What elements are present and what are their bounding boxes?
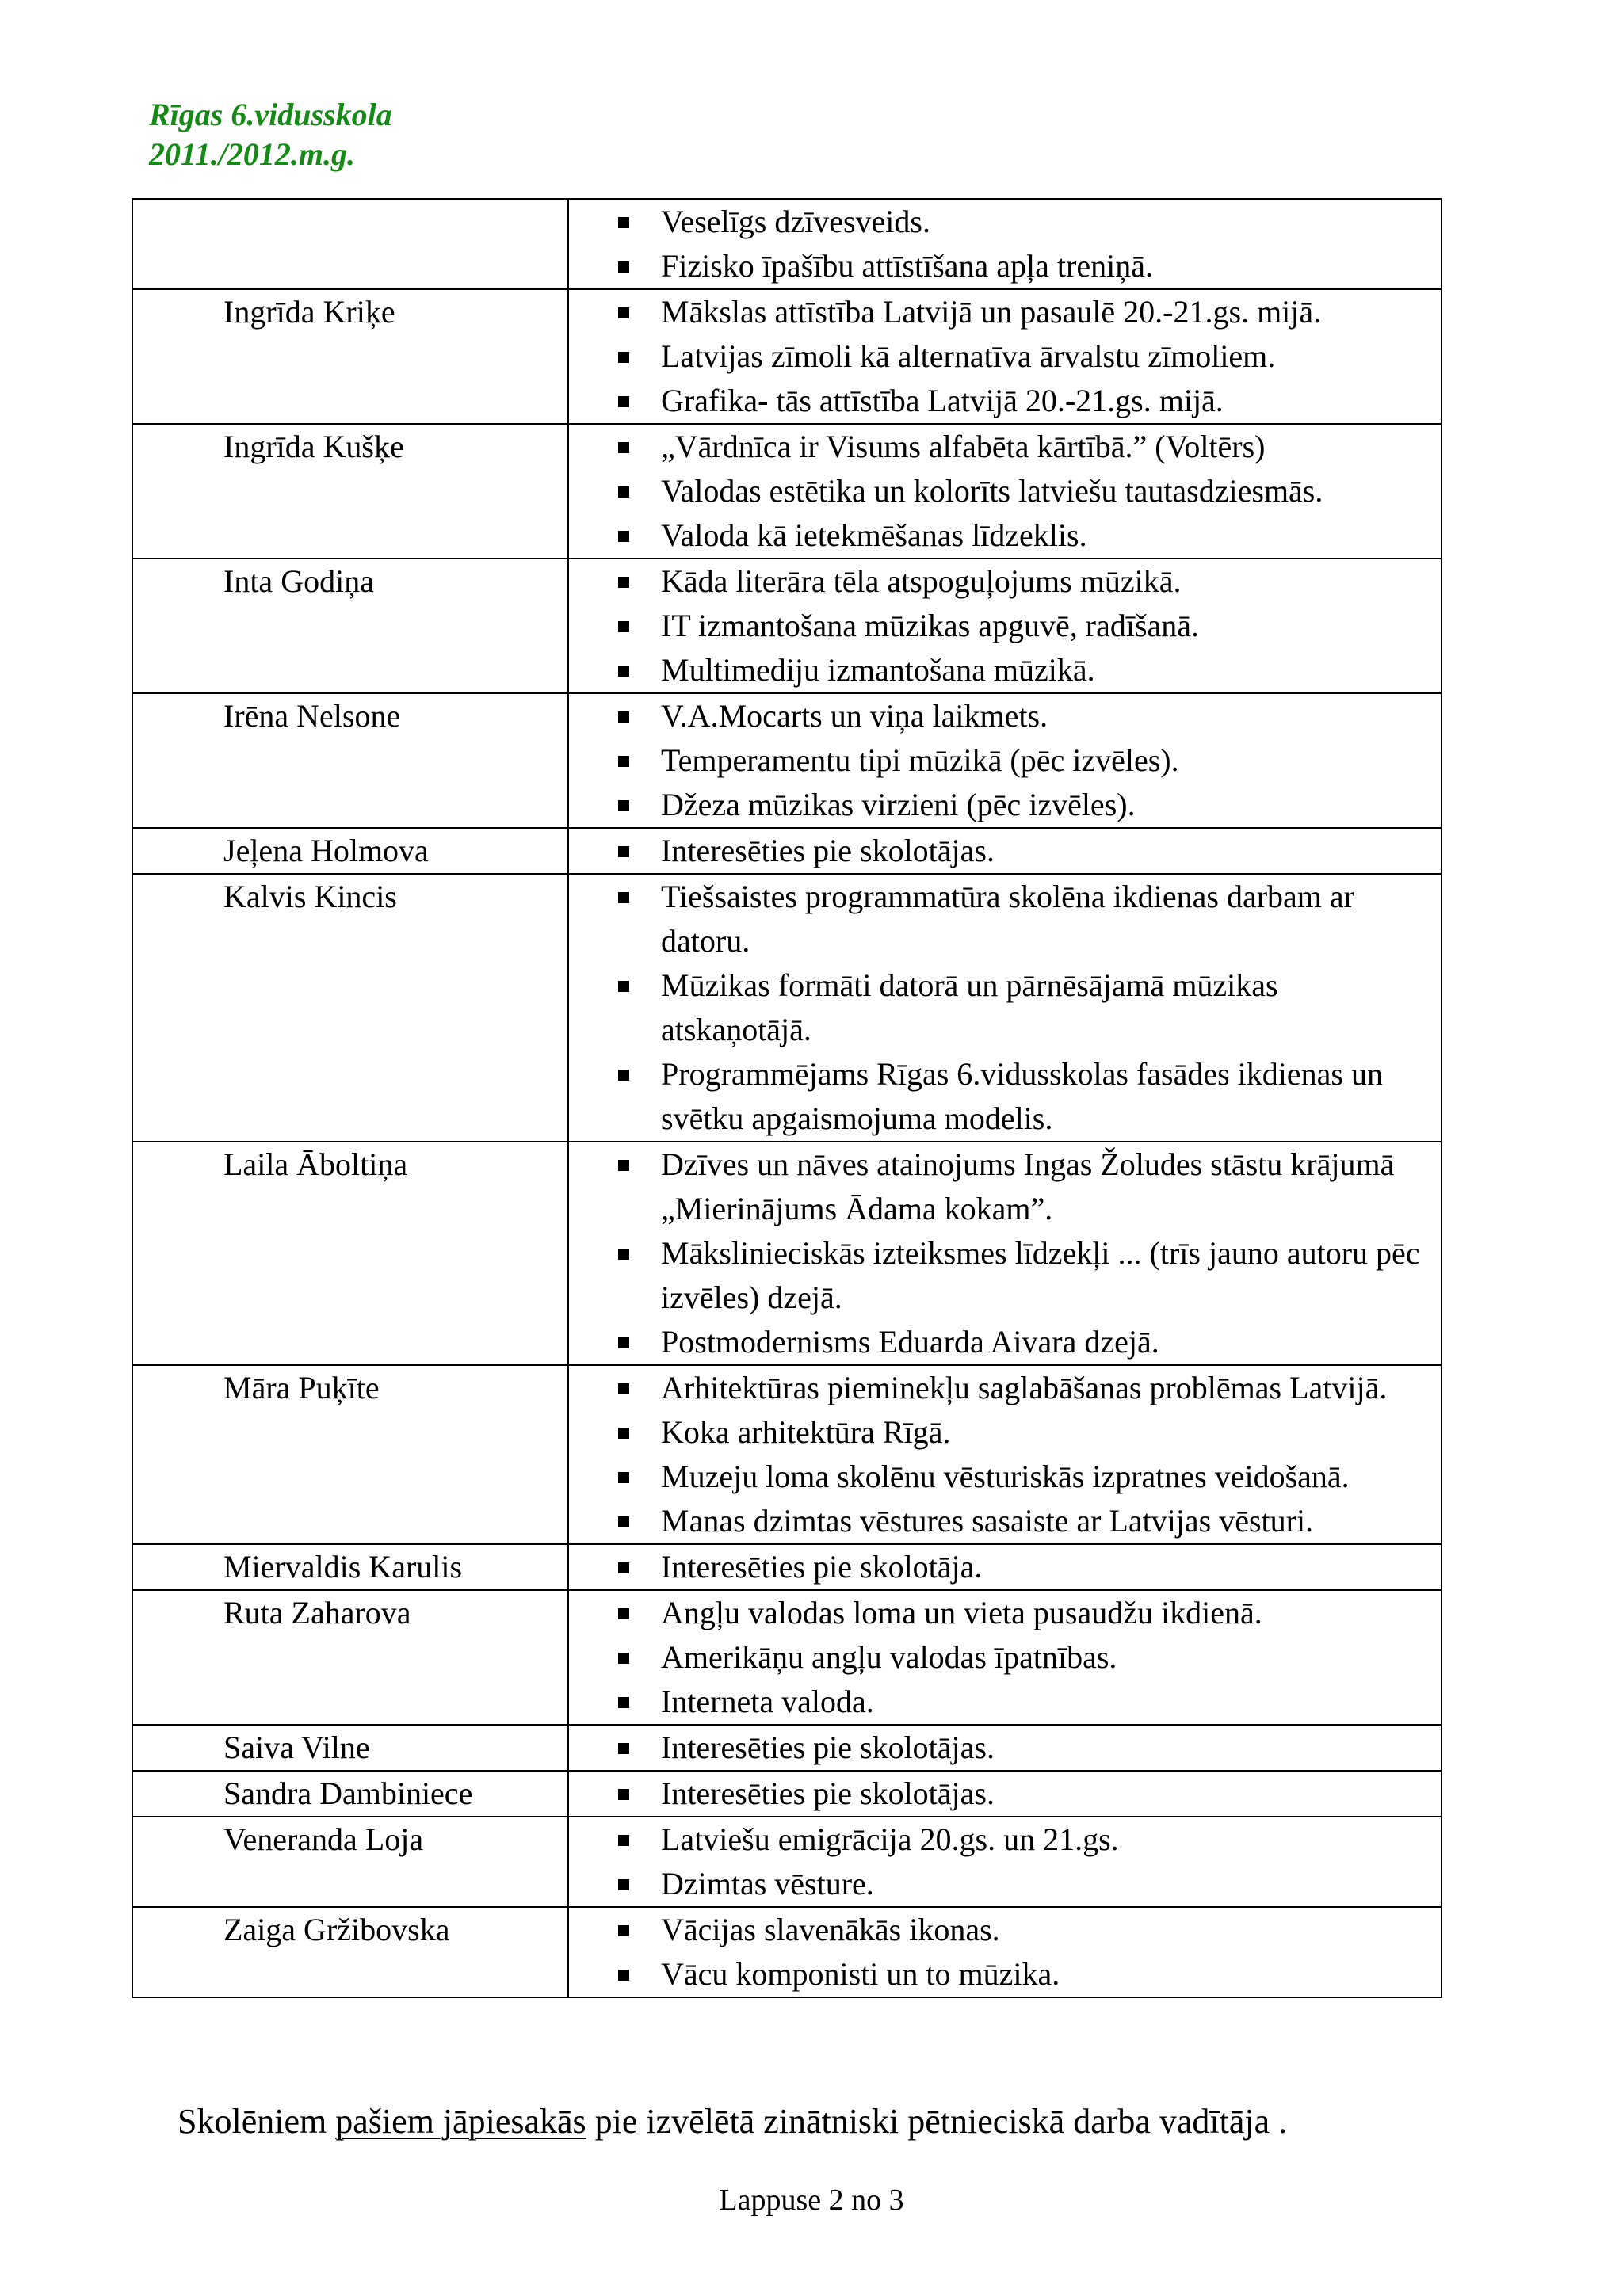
topics-cell [568, 1365, 1442, 1544]
topic-text: „Vārdnīca ir Visums alfabēta kārtībā.” (Voltērs) [661, 429, 1266, 464]
supervisor-name: Jeļena Holmova [223, 833, 429, 868]
topic-item [569, 1052, 1441, 1141]
supervisor-name-cell [132, 1142, 568, 1365]
topic-item [569, 1726, 1441, 1770]
table-row [132, 1365, 1442, 1544]
topic-item [569, 425, 1441, 469]
supervisor-name: Veneranda Loja [223, 1821, 424, 1857]
square-bullet-icon [618, 1925, 629, 1936]
square-bullet-icon [618, 1562, 629, 1573]
supervisor-name: Miervaldis Karulis [223, 1549, 463, 1585]
square-bullet-icon [618, 1608, 629, 1619]
topic-text: Arhitektūras pieminekļu saglabāšanas problēmas Latvijā. [661, 1370, 1388, 1405]
topic-text: Muzeju loma skolēnu vēsturiskās izpratnes veidošanā. [661, 1459, 1350, 1494]
square-bullet-icon [618, 352, 629, 363]
square-bullet-icon [618, 217, 629, 228]
square-bullet-icon [618, 396, 629, 407]
square-bullet-icon [618, 1970, 629, 1981]
topic-text: Vācijas slavenākās ikonas. [661, 1912, 1000, 1947]
topic-list [569, 1772, 1441, 1816]
square-bullet-icon [618, 1160, 629, 1171]
instruction-emphasis: pašiem jāpiesakās [335, 2102, 586, 2141]
square-bullet-icon [618, 800, 629, 811]
topic-text: Mākslinieciskās izteiksmes līdzekļi ... (trīs jauno autoru pēc izvēles) dzejā. [661, 1235, 1420, 1315]
square-bullet-icon [618, 1835, 629, 1846]
square-bullet-icon [618, 1879, 629, 1890]
square-bullet-icon [618, 307, 629, 318]
topic-item [569, 963, 1441, 1052]
topic-item [569, 1499, 1441, 1543]
topic-text: Programmējams Rīgas 6.vidusskolas fasādes ikdienas un svētku apgaismojuma modelis. [661, 1056, 1383, 1136]
topic-text: Manas dzimtas vēstures sasaiste ar Latvijas vēsturi. [661, 1503, 1314, 1539]
square-bullet-icon [618, 1653, 629, 1664]
table-row [132, 1771, 1442, 1817]
topic-text: Interesēties pie skolotājas. [661, 833, 995, 868]
table-row [132, 693, 1442, 828]
supervisor-name-cell [132, 828, 568, 874]
topic-list [569, 425, 1441, 558]
square-bullet-icon [618, 666, 629, 677]
table-row [132, 1907, 1442, 1997]
square-bullet-icon [618, 981, 629, 992]
topic-list [569, 559, 1441, 692]
topic-item [569, 1231, 1441, 1320]
topic-text: Tiešsaistes programmatūra skolēna ikdienas darbam ar datoru. [661, 879, 1354, 959]
school-year: 2011./2012.m.g. [149, 136, 356, 172]
instruction-text-start: Skolēniem [178, 2102, 336, 2141]
topic-list [569, 1908, 1441, 1997]
topic-text: Dzīves un nāves atainojums Ingas Žoludes stāstu krājumā „Mierinājums Ādama kokam”. [661, 1146, 1395, 1226]
topic-item [569, 559, 1441, 604]
topic-item [569, 1591, 1441, 1635]
topic-item [569, 783, 1441, 827]
supervisor-name-cell [132, 874, 568, 1142]
topics-cell [568, 289, 1442, 424]
square-bullet-icon [618, 486, 629, 498]
supervisor-name-cell [132, 1544, 568, 1590]
square-bullet-icon [618, 1789, 629, 1800]
supervisor-name: Māra Puķīte [223, 1370, 380, 1405]
square-bullet-icon [618, 577, 629, 588]
topic-item [569, 1772, 1441, 1816]
topic-text: Latvijas zīmoli kā alternatīva ārvalstu zīmoliem. [661, 338, 1276, 374]
supervisor-name-cell [132, 1590, 568, 1725]
topic-list [569, 1726, 1441, 1770]
supervisor-name-cell [132, 1817, 568, 1907]
topics-cell [568, 1725, 1442, 1771]
topic-text: Dzimtas vēsture. [661, 1866, 874, 1901]
square-bullet-icon [618, 711, 629, 723]
supervisor-name-cell [132, 1365, 568, 1544]
topic-text: Postmodernisms Eduarda Aivara dzejā. [661, 1324, 1159, 1360]
topic-text: Amerikāņu angļu valodas īpatnības. [661, 1639, 1117, 1675]
topic-item [569, 379, 1441, 423]
topic-item [569, 1455, 1441, 1499]
topics-cell [568, 1544, 1442, 1590]
supervisor-name: Saiva Vilne [223, 1730, 370, 1765]
topics-cell [568, 1817, 1442, 1907]
square-bullet-icon [618, 1743, 629, 1754]
square-bullet-icon [618, 756, 629, 767]
supervisor-topics-table [132, 198, 1442, 1998]
table-row [132, 199, 1442, 289]
topic-item [569, 1366, 1441, 1410]
topic-item [569, 1142, 1441, 1231]
topic-item [569, 1320, 1441, 1364]
supervisor-name: Kalvis Kincis [223, 879, 397, 914]
topic-text: Kāda literāra tēla atspoguļojums mūzikā. [661, 563, 1182, 599]
topic-item [569, 334, 1441, 379]
topic-item [569, 604, 1441, 648]
table-row [132, 828, 1442, 874]
square-bullet-icon [618, 1070, 629, 1081]
topic-item [569, 648, 1441, 692]
topic-item [569, 1817, 1441, 1862]
topic-item [569, 1545, 1441, 1589]
topics-cell [568, 199, 1442, 289]
topic-text: Interesēties pie skolotāja. [661, 1549, 983, 1585]
supervisor-name: Inta Godiņa [223, 563, 374, 599]
table-row [132, 1142, 1442, 1365]
supervisor-name: Ingrīda Kriķe [223, 294, 395, 330]
table-row [132, 559, 1442, 693]
topic-text: Mūzikas formāti datorā un pārnēsājamā mūzikas atskaņotājā. [661, 967, 1278, 1047]
topic-list [569, 1142, 1441, 1364]
topic-list [569, 694, 1441, 827]
topic-text: Valoda kā ietekmēšanas līdzeklis. [661, 517, 1087, 553]
instruction-note [178, 2100, 1287, 2144]
topic-text: Fizisko īpašību attīstīšana apļa treniņā. [661, 248, 1153, 284]
topic-list [569, 1817, 1441, 1906]
school-name: Rīgas 6.vidusskola [149, 97, 392, 132]
table-row [132, 424, 1442, 559]
supervisor-name: Zaiga Gržibovska [223, 1912, 450, 1947]
topic-text: Angļu valodas loma un vieta pusaudžu ikdienā. [661, 1595, 1262, 1630]
topic-item [569, 290, 1441, 334]
square-bullet-icon [618, 1516, 629, 1527]
topics-cell [568, 424, 1442, 559]
topic-item [569, 1908, 1441, 1952]
topic-item [569, 513, 1441, 558]
topics-cell [568, 1907, 1442, 1997]
topic-text: Mākslas attīstība Latvijā un pasaulē 20.-21.gs. mijā. [661, 294, 1322, 330]
square-bullet-icon [618, 1428, 629, 1439]
topic-text: Koka arhitektūra Rīgā. [661, 1414, 951, 1450]
topics-cell [568, 693, 1442, 828]
supervisor-name: Irēna Nelsone [223, 698, 401, 734]
supervisor-name-cell [132, 693, 568, 828]
topic-item [569, 244, 1441, 288]
table-row [132, 1544, 1442, 1590]
topic-text: Veselīgs dzīvesveids. [661, 204, 930, 239]
square-bullet-icon [618, 1472, 629, 1483]
square-bullet-icon [618, 621, 629, 632]
topic-item [569, 694, 1441, 738]
supervisor-name-cell [132, 424, 568, 559]
topic-list [569, 200, 1441, 288]
table-row [132, 1817, 1442, 1907]
square-bullet-icon [618, 1697, 629, 1708]
square-bullet-icon [618, 1337, 629, 1348]
supervisor-name-cell [132, 1725, 568, 1771]
topic-list [569, 875, 1441, 1141]
topic-text: Grafika- tās attīstība Latvijā 20.-21.gs. mijā. [661, 383, 1224, 418]
page-number: Lappuse 2 no 3 [719, 2183, 904, 2217]
document-header [149, 95, 392, 174]
topic-item [569, 200, 1441, 244]
square-bullet-icon [618, 261, 629, 273]
topics-cell [568, 1771, 1442, 1817]
topic-item [569, 1862, 1441, 1906]
topics-cell [568, 874, 1442, 1142]
topic-text: Latviešu emigrācija 20.gs. un 21.gs. [661, 1821, 1119, 1857]
topic-text: Interesēties pie skolotājas. [661, 1775, 995, 1811]
topic-list [569, 1366, 1441, 1543]
supervisor-name-cell [132, 1907, 568, 1997]
supervisor-name-cell [132, 559, 568, 693]
supervisor-name-cell [132, 199, 568, 289]
topic-text: V.A.Mocarts un viņa laikmets. [661, 698, 1048, 734]
topics-cell [568, 1590, 1442, 1725]
table-row [132, 874, 1442, 1142]
table-row [132, 289, 1442, 424]
topic-item [569, 469, 1441, 513]
square-bullet-icon [618, 846, 629, 857]
topic-text: Interesēties pie skolotājas. [661, 1730, 995, 1765]
supervisor-name: Ruta Zaharova [223, 1595, 411, 1630]
topic-item [569, 1952, 1441, 1997]
topic-item [569, 1635, 1441, 1680]
topics-cell [568, 559, 1442, 693]
supervisor-name: Ingrīda Kušķe [223, 429, 404, 464]
topic-text: Valodas estētika un kolorīts latviešu tautasdziesmās. [661, 473, 1323, 509]
table-row [132, 1725, 1442, 1771]
supervisor-name-cell [132, 1771, 568, 1817]
square-bullet-icon [618, 531, 629, 542]
topic-text: Džeza mūzikas virzieni (pēc izvēles). [661, 787, 1136, 822]
topic-item [569, 1410, 1441, 1455]
instruction-text-end: pie izvēlētā zinātniski pētnieciskā darba vadītāja . [586, 2102, 1288, 2141]
square-bullet-icon [618, 442, 629, 453]
topic-list [569, 290, 1441, 423]
table-row [132, 1590, 1442, 1725]
topic-item [569, 1680, 1441, 1724]
supervisor-name: Laila Āboltiņa [223, 1146, 408, 1182]
square-bullet-icon [618, 892, 629, 903]
topic-item [569, 875, 1441, 963]
supervisor-name: Sandra Dambiniece [223, 1775, 473, 1811]
topics-cell [568, 1142, 1442, 1365]
topics-cell [568, 828, 1442, 874]
table-body [132, 199, 1442, 1997]
square-bullet-icon [618, 1249, 629, 1260]
square-bullet-icon [618, 1383, 629, 1394]
topic-list [569, 1545, 1441, 1589]
topic-text: Interneta valoda. [661, 1684, 874, 1719]
topic-text: IT izmantošana mūzikas apguvē, radīšanā. [661, 608, 1200, 643]
topic-item [569, 829, 1441, 873]
topic-list [569, 829, 1441, 873]
topic-text: Multimediju izmantošana mūzikā. [661, 652, 1095, 688]
supervisor-name-cell [132, 289, 568, 424]
topic-text: Temperamentu tipi mūzikā (pēc izvēles). [661, 742, 1179, 778]
topic-item [569, 738, 1441, 783]
topic-list [569, 1591, 1441, 1724]
topic-text: Vācu komponisti un to mūzika. [661, 1956, 1060, 1992]
